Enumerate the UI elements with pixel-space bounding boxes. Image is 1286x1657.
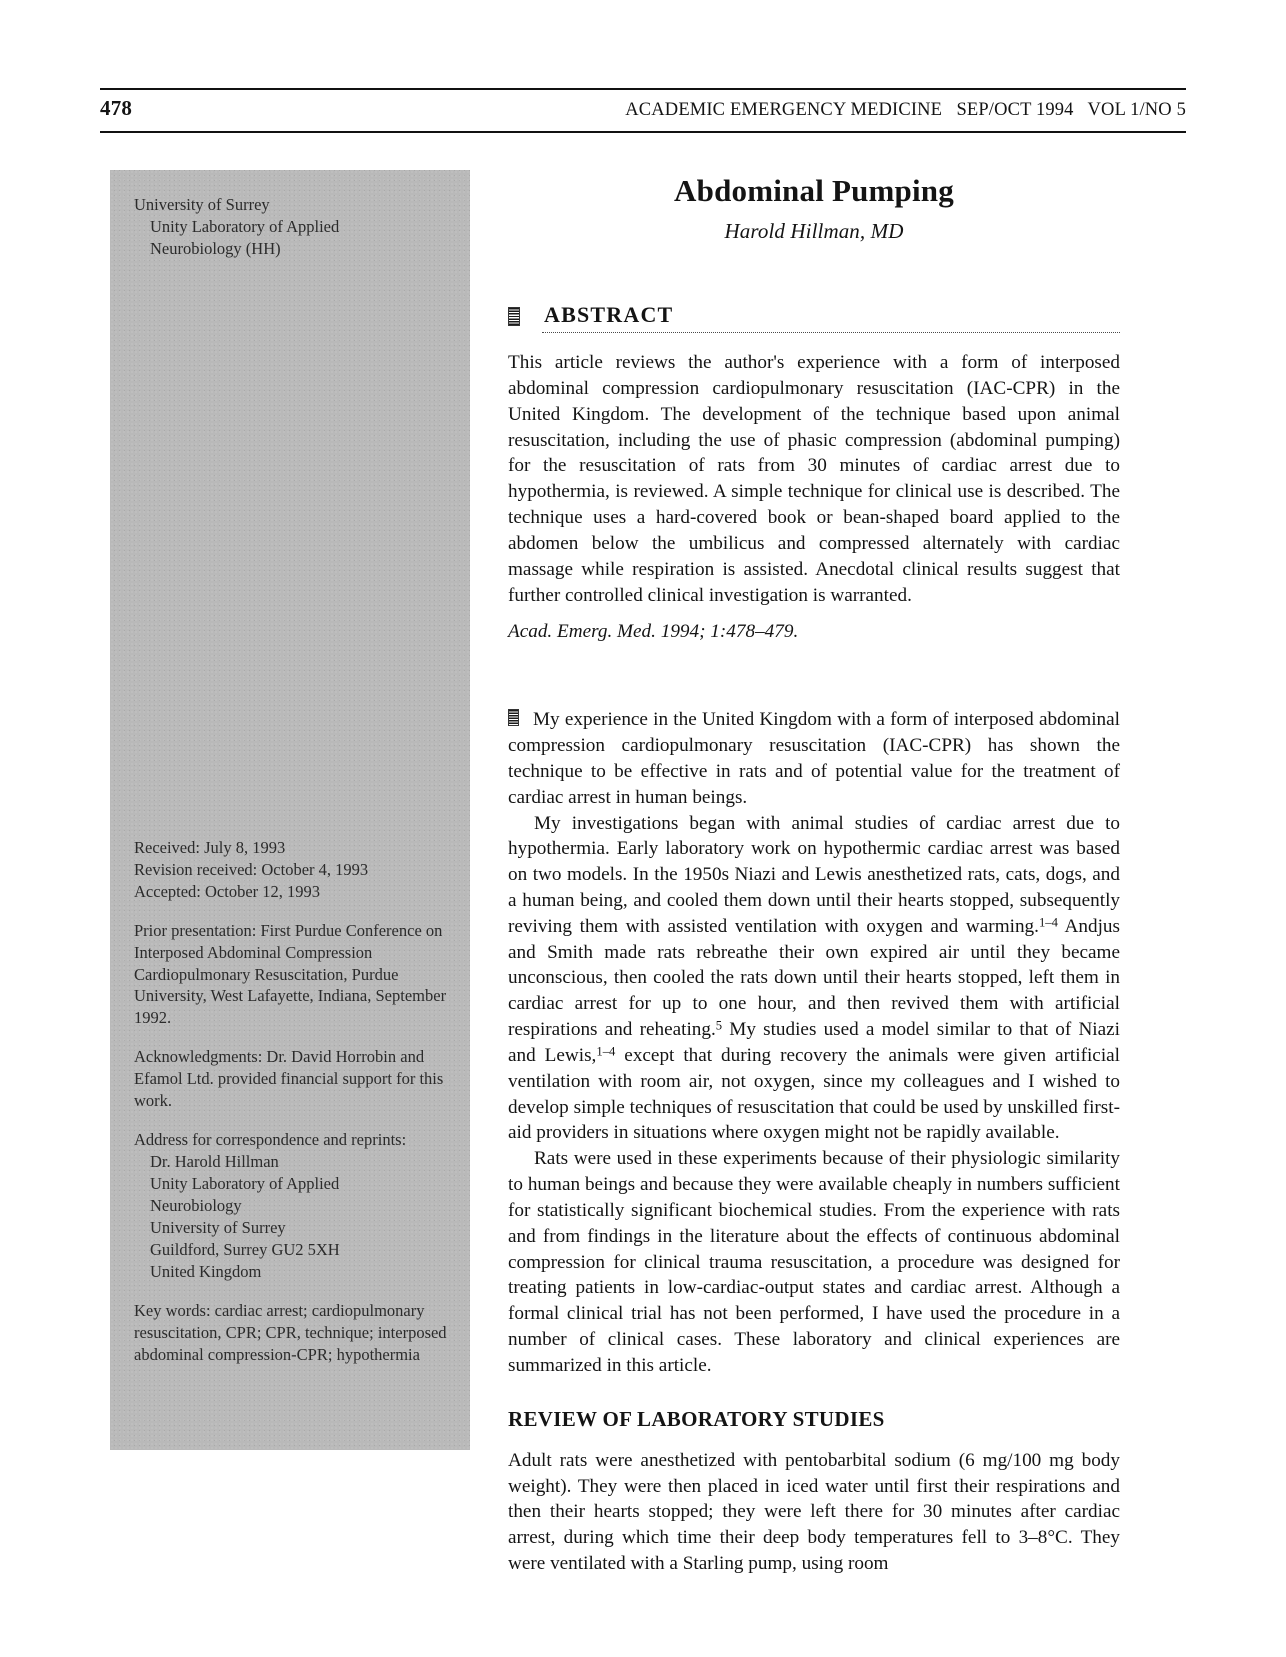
prior-presentation-note: Prior presentation: First Purdue Conference on Interposed Abdominal Compression Cardiopulmonary Resuscitation, Purdue University, West Lafayette, Indiana, September 1992.: [134, 920, 447, 1028]
correspondence-name: Dr. Harold Hillman: [150, 1152, 279, 1172]
reference-mark-3: 1–4: [596, 1044, 616, 1059]
running-head-rule-bottom: [100, 131, 1186, 133]
date-revision-received: Revision received: October 4, 1993: [134, 859, 369, 879]
paragraph-2-text-c: My studies used a model similar to that of Niazi and Lewis,: [508, 1019, 1120, 1066]
section-marker-icon: [508, 307, 520, 326]
running-head: [100, 88, 1186, 133]
affiliation-line-2: Unity Laboratory of Applied: [150, 216, 340, 236]
paragraph-2-text-d: except that during recovery the animals were given artificial ventilation with room air, not oxygen, since my colleagues and I wished to develop simple techniques of resuscitation that could be used by unskilled first-aid providers in situations where oxygen might not be rapidly available.: [508, 1044, 1120, 1144]
abstract-dotted-rule: [542, 332, 1120, 333]
sidebar-inner: [110, 170, 470, 1417]
affiliation-line-1: University of Surrey: [134, 195, 270, 214]
running-head-row: [100, 90, 1186, 128]
article-title: Abdominal Pumping: [674, 173, 954, 208]
correspondence-university: University of Surrey: [150, 1217, 286, 1237]
reference-mark-2: 5: [715, 1018, 723, 1033]
paragraph-3: Rats were used in these experiments because of their physiologic similarity to human beings and because they were available cheaply in numbers sufficient for statistically significant biochemical studies. From the experience with rats and from findings in the literature about the effects of continuous abdominal compression for clinical trauma resuscitation, a procedure was designed for treating patients in low-cardiac-output states and cardiac arrest. Although a formal clinical trial has not been performed, I have used the procedure in a number of clinical cases. These laboratory and clinical experiences are summarized in this article.: [508, 1148, 1120, 1376]
section-heading-review: REVIEW OF LABORATORY STUDIES: [508, 1406, 885, 1431]
correspondence-department: Neurobiology: [150, 1195, 242, 1215]
abstract-heading-row: [508, 302, 1120, 328]
abstract-citation-text: Acad. Emerg. Med. 1994; 1:478–479.: [508, 621, 799, 643]
affiliation-block: [134, 194, 454, 260]
article-author: Harold Hillman, MD: [724, 219, 904, 244]
abstract-citation: [508, 619, 1120, 645]
correspondence-block: [134, 1129, 454, 1283]
section-paragraph-1: Adult rats were anesthetized with pentobarbital sodium (6 mg/100 mg body weight). They were then placed in iced water until first their respirations and then their hearts stopped; they were left there for 30 minutes after cardiac arrest, during which time their deep body temperatures fell to 3–8°C. They were ventilated with a Starling pump, using room: [508, 1449, 1120, 1575]
paragraph-2: [508, 811, 1120, 1147]
correspondence-city-postcode: Guildford, Surrey GU2 5XH: [150, 1239, 340, 1259]
article-column: [508, 160, 1120, 1577]
correspondence-country: United Kingdom: [150, 1261, 262, 1281]
intro-paragraph-text: My experience in the United Kingdom with a form of interposed abdominal compression cardiopulmonary resuscitation (IAC-CPR) has shown the technique to be effective in rats and of potential value for the treatment of cardiac arrest in human beings.: [508, 709, 1120, 808]
dates-block: [134, 837, 454, 903]
abstract-body: This article reviews the author's experience with a form of interposed abdominal compression cardiopulmonary resuscitation (IAC-CPR) in the United Kingdom. The development of the technique based upon animal resuscitation, including the use of phasic compression (abdominal pumping) for the resuscitation of rats from 30 minutes of cardiac arrest due to hypothermia, is reviewed. A simple technique for clinical use is described. The technique uses a hard-covered book or bean-shaped board applied to the abdomen below the umbilicus and compressed alternately with cardiac massage while respiration is assisted. Anecdotal clinical results suggest that further controlled clinical investigation is warranted.: [508, 352, 1120, 606]
page-number: 478: [100, 96, 133, 120]
correspondence-label: Address for correspondence and reprints:: [134, 1130, 407, 1150]
abstract-heading: ABSTRACT: [544, 302, 674, 328]
acknowledgments-note: Acknowledgments: Dr. David Horrobin and Efamol Ltd. provided financial support for this work.: [134, 1047, 444, 1111]
journal-identifier: ACADEMIC EMERGENCY MEDICINE SEP/OCT 1994 VOL 1/NO 5: [625, 100, 1186, 120]
metadata-sidebar: [110, 170, 470, 1450]
key-words-note: Key words: cardiac arrest; cardiopulmonary resuscitation, CPR; CPR, technique; interposed abdominal compression-CPR; hypothermia: [134, 1300, 447, 1364]
paragraph-2-text-a: My investigations began with animal studies of cardiac arrest due to hypothermia. Early laboratory work on hypothermic cardiac arrest was based on two models. In the 1950s Niazi and Lewis anesthetized rats, cats, dogs, and a human being, and cooled them down until their hearts stopped, subsequently reviving them with assisted ventilation with oxygen and warming.: [508, 812, 1120, 937]
date-received: Received: July 8, 1993: [134, 837, 286, 857]
affiliation-line-3: Neurobiology (HH): [150, 238, 281, 258]
date-accepted: Accepted: October 12, 1993: [134, 881, 321, 901]
correspondence-lab: Unity Laboratory of Applied: [150, 1174, 340, 1193]
intro-paragraph: [508, 707, 1120, 810]
reference-mark-1: 1–4: [1038, 915, 1058, 930]
sidebar-spacer: [134, 277, 454, 837]
paragraph-2-text-b: Andjus and Smith made rats rebreathe their own expired air until they became unconscious, then cooled the rats down until their hearts stopped, left them in cardiac arrest for up to one hour, and then revived them with artificial respirations and reheating.: [508, 915, 1120, 1041]
paragraph-marker-icon: [508, 709, 519, 726]
